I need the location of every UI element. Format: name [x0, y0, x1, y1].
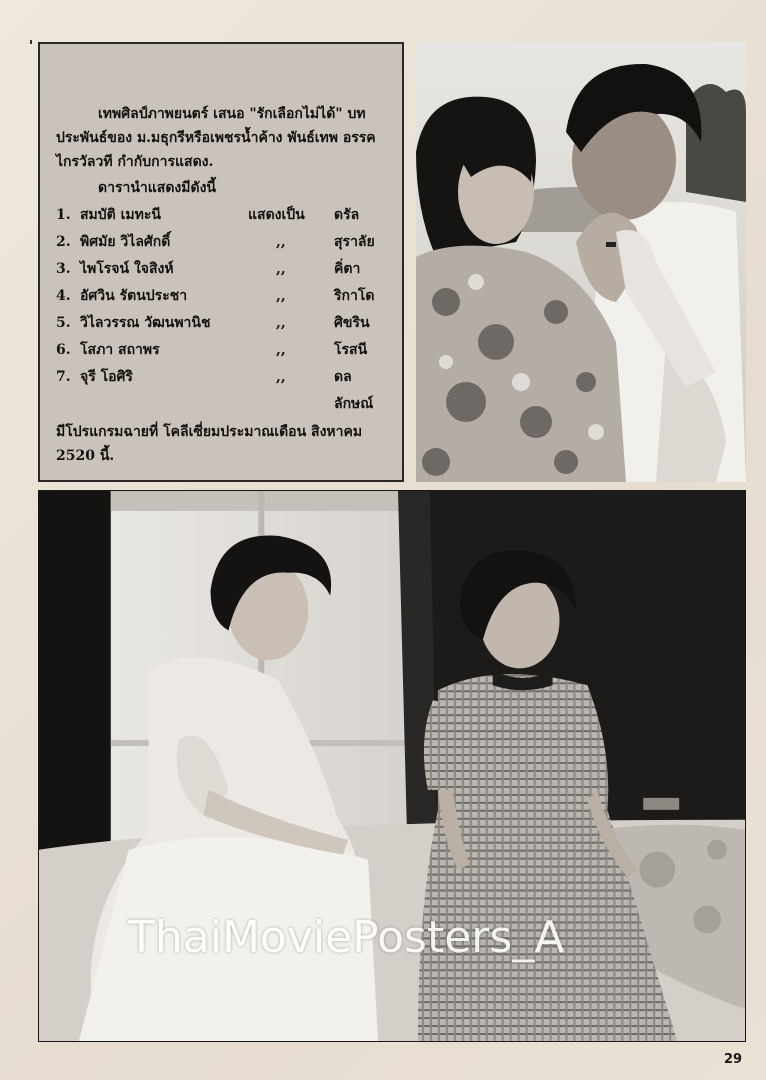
- article-text-box: [38, 42, 404, 482]
- photo-couple-illustration: [416, 42, 746, 482]
- cast-row: [56, 283, 388, 310]
- watermark-text: ThaiMoviePosters_A: [128, 912, 565, 963]
- cast-ditto: ,,: [276, 261, 286, 277]
- cast-actor: วิไลวรรณ วัฒนพานิช: [80, 315, 211, 331]
- cast-list: [56, 202, 388, 418]
- cast-role: โรสนี: [334, 342, 368, 358]
- cast-number: 6.: [56, 342, 71, 358]
- cast-number: 5.: [56, 315, 71, 331]
- cast-ditto: ,,: [276, 315, 286, 331]
- cast-role: สุราลัย: [334, 234, 375, 250]
- cast-role: ศิขริน: [334, 315, 370, 331]
- cast-number: 2.: [56, 234, 71, 250]
- cast-actor: พิศมัย วิไลศักดิ์: [80, 234, 171, 250]
- cast-role: ดลลักษณ์: [334, 369, 374, 412]
- cast-row: [56, 202, 388, 229]
- article-intro: เทพศิลป์ภาพยนตร์ เสนอ "รักเลือกไม่ได้" บทประพันธ์ของ ม.มธุกรีหรือเพชรน้ำค้าง พันธ์เทพ อรรคไกรวัลวที กำกับการแสดง.: [56, 106, 376, 170]
- cast-ditto: ,,: [276, 234, 286, 250]
- cast-row: [56, 364, 388, 418]
- cast-number: 4.: [56, 288, 71, 304]
- photo-couple: [416, 42, 746, 482]
- cast-ditto: ,,: [276, 369, 286, 385]
- cast-row: [56, 256, 388, 283]
- cast-actor: ไพโรจน์ ใจสิงห์: [80, 261, 174, 277]
- cast-ditto: ,,: [276, 342, 286, 358]
- print-mark: [30, 40, 32, 44]
- cast-number: 1.: [56, 207, 71, 223]
- screening-note: มีโปรแกรมฉายที่ โคลีเซี่ยมประมาณเดือน สิงหาคม 2520 นี้.: [56, 424, 363, 464]
- cast-actor: โสภา สถาพร: [80, 342, 160, 358]
- cast-number: 3.: [56, 261, 71, 277]
- cast-row: [56, 310, 388, 337]
- cast-actor: อัศวิน รัตนประชา: [80, 288, 188, 304]
- cast-ditto: ,,: [276, 288, 286, 304]
- page-number: 29: [724, 1052, 743, 1067]
- cast-row: [56, 229, 388, 256]
- cast-number: 7.: [56, 369, 71, 385]
- cast-heading: ดารานำแสดงมีดังนี้: [98, 180, 216, 196]
- cast-actor: สมบัติ เมทะนี: [80, 207, 161, 223]
- cast-row: [56, 337, 388, 364]
- cast-role: ดรัล: [334, 207, 360, 223]
- cast-role: คิ่ตา: [334, 261, 361, 277]
- cast-role: ริกาโด: [334, 288, 375, 304]
- cast-as-label: แสดงเป็น: [248, 207, 305, 223]
- cast-actor: จุรี โอศิริ: [80, 369, 133, 385]
